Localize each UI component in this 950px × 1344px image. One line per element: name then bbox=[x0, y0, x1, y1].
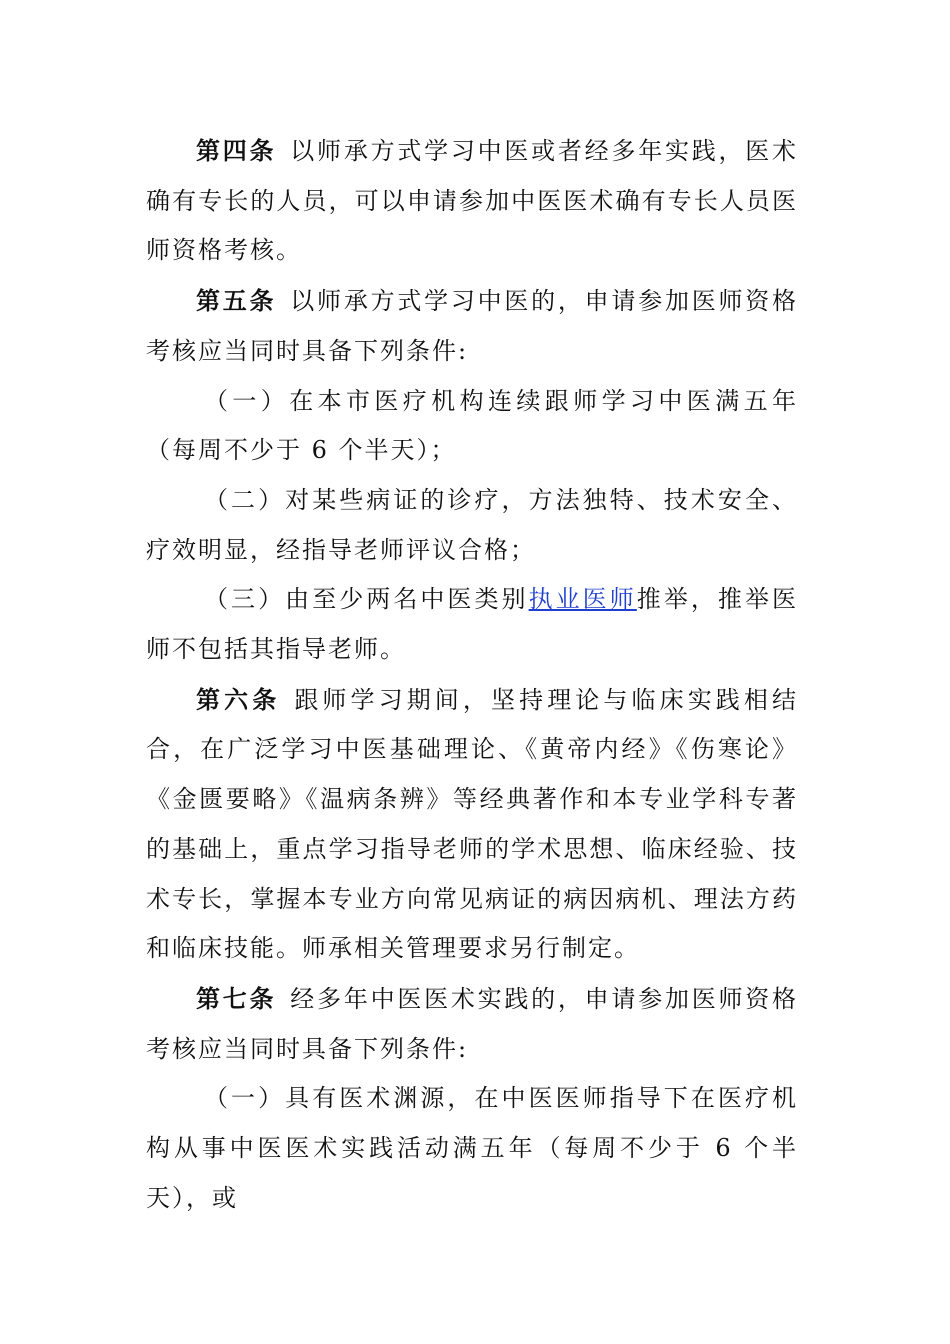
item-text: 推举，推举医师不包括其指导老师。 bbox=[146, 585, 799, 664]
article-5-item-2: （二）对某些病证的诊疗，方法独特、技术安全、疗效明显，经指导老师评议合格； bbox=[146, 485, 798, 564]
document-page bbox=[146, 126, 798, 1223]
licensed-physician-link[interactable]: 执业医师 bbox=[528, 585, 637, 614]
article-5 bbox=[146, 276, 798, 376]
article-heading: 第七条 bbox=[196, 983, 277, 1013]
article-7-item-1: （一）具有医术渊源，在中医医师指导下在医疗机构从事中医医术实践活动满五年（每周不少于 6 个半天），或 bbox=[146, 1084, 798, 1212]
article-7 bbox=[146, 974, 798, 1074]
article-5-item-1: （一）在本市医疗机构连续跟师学习中医满五年（每周不少于 6 个半天）； bbox=[146, 386, 798, 465]
article-4 bbox=[146, 126, 798, 276]
article-5-item-3 bbox=[146, 575, 798, 674]
item-text: （三）由至少两名中医类别 bbox=[204, 585, 529, 614]
article-heading: 第五条 bbox=[196, 286, 277, 316]
article-text: 经多年中医医术实践的，申请参加医师资格考核应当同时具备下列条件: bbox=[146, 984, 799, 1063]
article-heading: 第六条 bbox=[196, 684, 281, 714]
article-text: 以师承方式学习中医的，申请参加医师资格考核应当同时具备下列条件: bbox=[146, 287, 799, 365]
article-6 bbox=[146, 675, 798, 974]
article-heading: 第四条 bbox=[196, 136, 277, 165]
article-text: 跟师学习期间，坚持理论与临床实践相结合，在广泛学习中医基础理论、《黄帝内经》《伤寒论》《金匮要略》《温病条辨》等经典著作和本专业学科专著的基础上，重点学习指导老师的学术思想、临床经验、技术专长，掌握本专业方向常见病证的病因病机、理法方药和临床技能。师承相关管理要求另行制定。 bbox=[146, 685, 799, 963]
article-text: 以师承方式学习中医或者经多年实践，医术确有专长的人员，可以申请参加中医医术确有专长人员医师资格考核。 bbox=[146, 137, 799, 265]
